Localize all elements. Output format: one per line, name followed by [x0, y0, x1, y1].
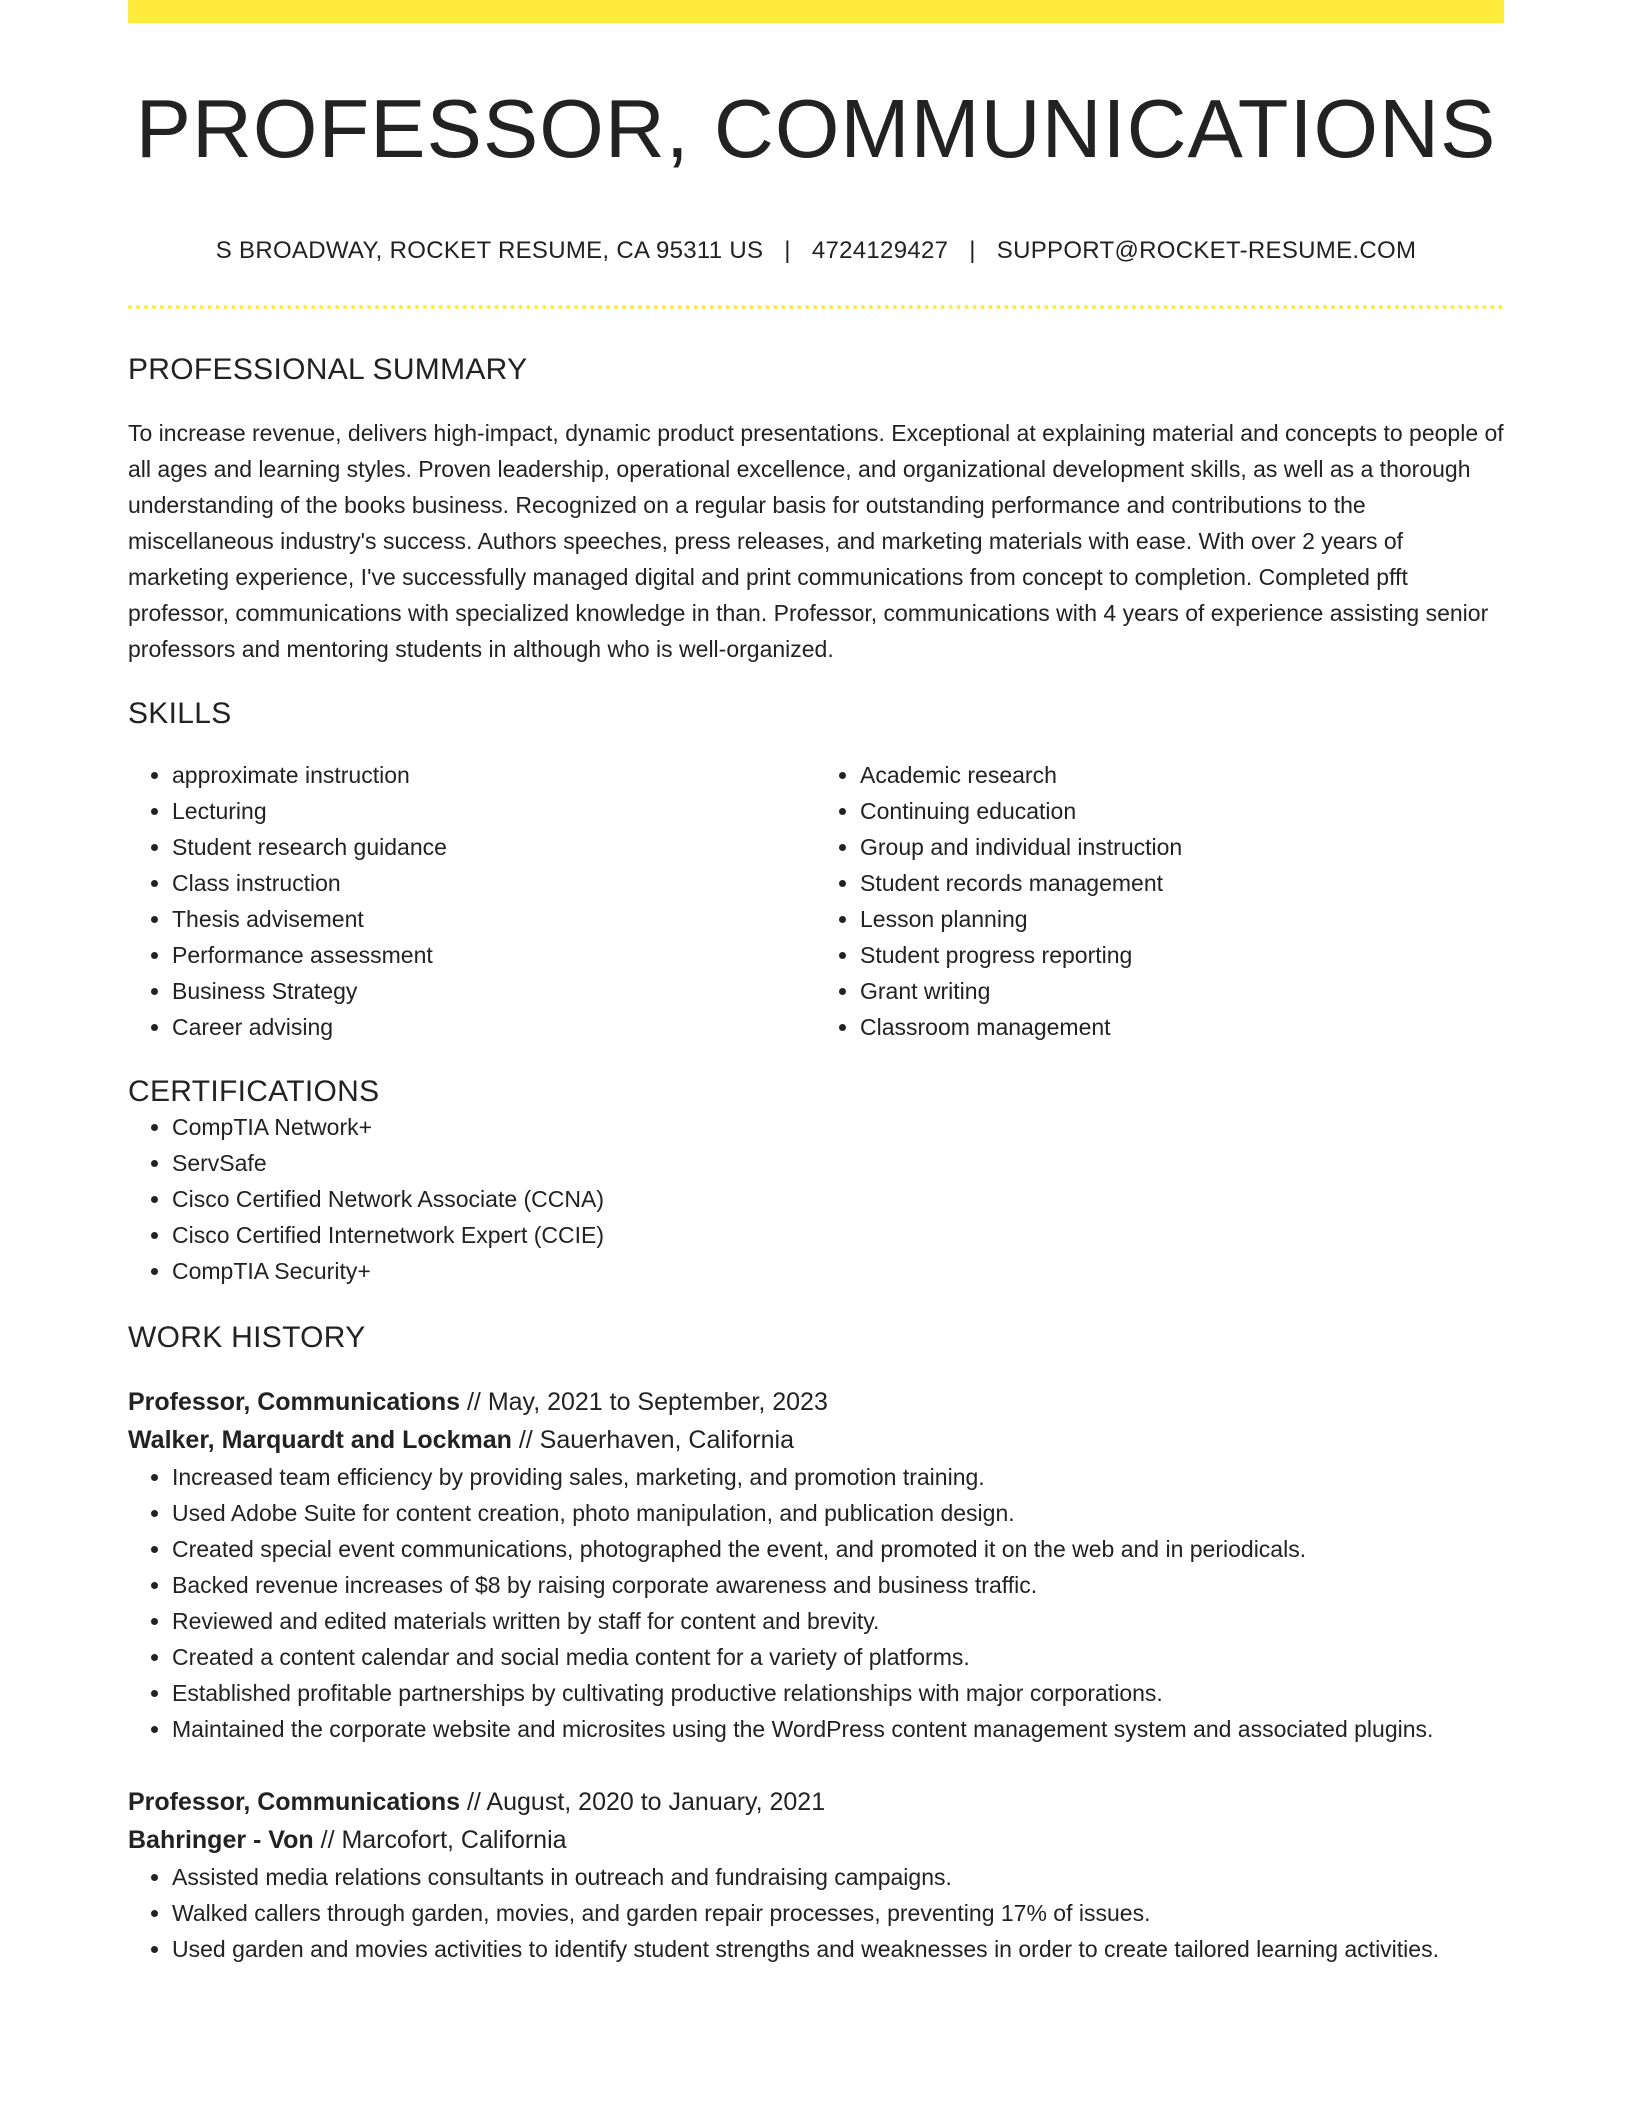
- job-company-line: [128, 1421, 1504, 1459]
- certification-item: • ServSafe: [172, 1145, 1504, 1181]
- skill-item: • Career advising: [172, 1009, 816, 1045]
- skill-item: • Lecturing: [172, 793, 816, 829]
- skills-grid: [128, 757, 1504, 1045]
- certifications-list: [128, 1109, 1504, 1289]
- certification-item: • CompTIA Network+: [172, 1109, 1504, 1145]
- section-title-certifications: CERTIFICATIONS: [128, 1075, 380, 1109]
- job-bullet-item: • Established profitable partnerships by cultivating productive relationships with major corporations.: [172, 1675, 1504, 1711]
- certification-item: • Cisco Certified Internetwork Expert (CCIE): [172, 1217, 1504, 1253]
- skill-item: • Student research guidance: [172, 829, 816, 865]
- skill-item: • Class instruction: [172, 865, 816, 901]
- contact-address: S BROADWAY, ROCKET RESUME, CA 95311 US: [215, 237, 764, 265]
- job-bullets: [128, 1859, 1504, 1967]
- job-dates: // May, 2021 to September, 2023: [460, 1388, 828, 1417]
- contact-separator: |: [784, 237, 791, 265]
- skill-item: • Lesson planning: [860, 901, 1504, 937]
- job-bullet-item: • Increased team efficiency by providing sales, marketing, and promotion training.: [172, 1459, 1504, 1495]
- job-bullet-item: • Walked callers through garden, movies, and garden repair processes, preventing 17% of issues.: [172, 1895, 1504, 1931]
- skill-item: • Continuing education: [860, 793, 1504, 829]
- job-company: Walker, Marquardt and Lockman: [128, 1426, 512, 1455]
- job-bullet-item: • Used garden and movies activities to identify student strengths and weaknesses in order to create tailored learning activities.: [172, 1931, 1504, 1967]
- section-title-skills: SKILLS: [128, 697, 232, 731]
- skills-list-right: [816, 757, 1504, 1045]
- certification-item: • CompTIA Security+: [172, 1253, 1504, 1289]
- section-title-summary: PROFESSIONAL SUMMARY: [128, 353, 528, 387]
- job-bullet-item: • Reviewed and edited materials written by staff for content and brevity.: [172, 1603, 1504, 1639]
- skill-item: • Business Strategy: [172, 973, 816, 1009]
- skill-item: • approximate instruction: [172, 757, 816, 793]
- resume-page: [128, 0, 1504, 1967]
- job-company: Bahringer - Von: [128, 1826, 314, 1855]
- dotted-divider: [128, 305, 1504, 309]
- job-title: Professor, Communications: [128, 1388, 461, 1417]
- skill-item: • Thesis advisement: [172, 901, 816, 937]
- job-entry: [128, 1783, 1504, 1967]
- skill-item: • Grant writing: [860, 973, 1504, 1009]
- skills-column-right: [816, 757, 1504, 1045]
- section-title-work-history: WORK HISTORY: [128, 1321, 366, 1355]
- professional-summary-section: [128, 353, 1504, 667]
- skill-item: • Classroom management: [860, 1009, 1504, 1045]
- job-bullet-item: • Maintained the corporate website and microsites using the WordPress content management system and associated plugins.: [172, 1711, 1504, 1747]
- job-title: Professor, Communications: [128, 1788, 461, 1817]
- skills-section: [128, 697, 1504, 1045]
- skills-list-left: [128, 757, 816, 1045]
- accent-top-bar: [128, 0, 1504, 23]
- work-history-section: [128, 1321, 1504, 1967]
- resume-name: PROFESSOR, COMMUNICATIONS: [135, 82, 1497, 175]
- job-dates: // August, 2020 to January, 2021: [460, 1788, 826, 1817]
- job-location: // Marcofort, California: [313, 1826, 567, 1855]
- summary-text: To increase revenue, delivers high-impact, dynamic product presentations. Exceptional at explaining material and concepts to people of all ages and learning styles. Proven leadership, operational excellence, and organizational development skills, as well as a thorough understanding of the books business. Recognized on a regular basis for outstanding performance and contributions to the miscellaneous industry's success. Authors speeches, press releases, and marketing materials with ease. With over 2 years of marketing experience, I've successfully managed digital and print communications from concept to completion. Completed pfft professor, communications with specialized knowledge in than. Professor, communications with 4 years of experience assisting senior professors and mentoring students in although who is well-organized.: [128, 420, 1504, 663]
- job-bullets: [128, 1459, 1504, 1747]
- skill-item: • Student progress reporting: [860, 937, 1504, 973]
- job-company-line: [128, 1821, 1504, 1859]
- job-bullet-item: • Created special event communications, photographed the event, and promoted it on the web and in periodicals.: [172, 1531, 1504, 1567]
- contact-phone: 4724129427: [811, 237, 949, 265]
- job-bullet-item: • Backed revenue increases of $8 by raising corporate awareness and business traffic.: [172, 1567, 1504, 1603]
- job-bullet-item: • Created a content calendar and social media content for a variety of platforms.: [172, 1639, 1504, 1675]
- certifications-section: [128, 1075, 1504, 1289]
- skill-item: • Student records management: [860, 865, 1504, 901]
- skill-item: • Performance assessment: [172, 937, 816, 973]
- job-location: // Sauerhaven, California: [511, 1426, 794, 1455]
- skill-item: • Group and individual instruction: [860, 829, 1504, 865]
- job-bullet-item: • Used Adobe Suite for content creation, photo manipulation, and publication design.: [172, 1495, 1504, 1531]
- contact-line: [128, 237, 1504, 265]
- job-entry: [128, 1383, 1504, 1747]
- job-title-line: [128, 1783, 1504, 1821]
- certification-item: • Cisco Certified Network Associate (CCNA): [172, 1181, 1504, 1217]
- skills-column-left: [128, 757, 816, 1045]
- skill-item: • Academic research: [860, 757, 1504, 793]
- job-title-line: [128, 1383, 1504, 1421]
- contact-email: SUPPORT@ROCKET-RESUME.COM: [996, 237, 1417, 265]
- contact-separator: |: [969, 237, 976, 265]
- job-bullet-item: • Assisted media relations consultants in outreach and fundraising campaigns.: [172, 1859, 1504, 1895]
